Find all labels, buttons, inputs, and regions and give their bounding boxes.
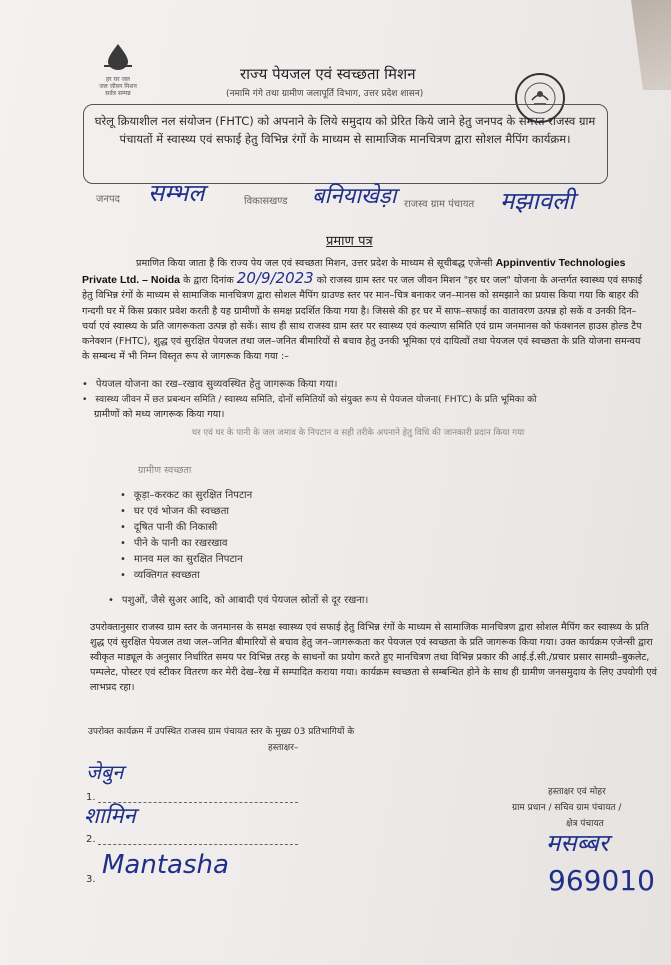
participants-line: उपरोक्त कार्यक्रम में उपस्थित राजस्व ग्राम पंचायत स्तर के मुख्य 03 प्रतिभागियों के	[88, 727, 355, 737]
district-value: सम्भल	[148, 179, 205, 207]
participant-1-signature: जेबुन	[86, 760, 124, 784]
pradhan-phone: 969010	[548, 864, 655, 897]
background-corner	[631, 0, 671, 90]
participant-2-number: 2.	[86, 834, 96, 845]
panchayat-label: राजस्व ग्राम पंचायत	[404, 199, 475, 210]
rural-item-drinking-water: • पीने के पानी का रखरखाव	[120, 535, 228, 549]
rural-item-waste: • कूड़ा–करकट का सुरक्षित निपटान	[120, 487, 252, 501]
rural-item-food: • घर एवं भोजन की स्वच्छता	[120, 503, 229, 517]
pradhan-title: ग्राम प्रधान / सचिव ग्राम पंचायत /	[512, 803, 622, 813]
body-intro: प्रमाणित किया जाता है कि राज्य पेय जल एवं स्वच्छता मिशन, उत्तर प्रदेश के माध्यम से सूचीबद्ध एजेन्सी	[136, 258, 493, 269]
bullet-committee: • स्वास्थ्य जीवन में छत प्रबन्धन समिति / स्वास्थ्य समिति, दोनों समितियों को संयुक्त रूप से पेयजल योजना( FHTC) के प्रति भूमिका को	[82, 392, 537, 405]
participant-1-number: 1.	[86, 792, 96, 803]
logo-caption: हर घर जल जल जीवन मिशन सर्वत्र सम्पन्न	[99, 76, 137, 97]
participant-3-signature: Mantasha	[102, 850, 229, 880]
mission-subtitle: (नमामि गंगे तथा ग्रामीण जलापूर्ति विभाग, उत्तर प्रदेश शासन)	[226, 89, 424, 99]
certificate-body	[82, 256, 646, 364]
participant-2-line	[98, 844, 298, 845]
pradhan-title-cont: क्षेत्र पंचायत	[566, 819, 604, 829]
signature-label: हस्ताक्षर–	[268, 743, 299, 753]
pradhan-signature: मसब्बर	[546, 829, 609, 857]
jal-jeevan-logo	[92, 42, 144, 97]
participant-3-number: 3.	[86, 874, 96, 885]
certificate-title: प्रमाण पत्र	[326, 234, 373, 249]
rural-item-excreta: • मानव मल का सुरक्षित निपटान	[120, 551, 243, 565]
program-date: 20/9/2023	[236, 269, 314, 288]
block-label: विकासखण्ड	[244, 196, 288, 207]
rural-item-wastewater: • दूषित पानी की निकासी	[120, 519, 217, 533]
program-title-text: घरेलू क्रियाशील नल संयोजन (FHTC) को अपनाने के लिये समुदाय को प्रेरित किये जाने हेतु जनपद के समस्त राजस्व ग्राम पंचायतों में स्वास्थ्य एवं सफाई हेतु विभिन्न रंगों के माध्यम से सामाजिक मानचित्रण द्वारा सोशल मैपिंग कार्यक्रम।	[94, 114, 596, 146]
panchayat-value: मझावली	[500, 187, 575, 215]
rural-item-personal-hygiene: • व्यक्तिगत स्वच्छता	[120, 567, 200, 581]
pradhan-seal-label: हस्ताक्षर एवं मोहर	[548, 787, 606, 797]
water-drop-icon	[100, 42, 136, 72]
animals-line: • पशुओं, जैसे सुअर आदि, को आबादी एवं पेयजल स्रोतों से दूर रखना।	[108, 592, 368, 606]
participant-2-signature: शामिन	[84, 804, 136, 829]
bullet-committee-cont: ग्रामीणों को मध्य जागरूक किया गया।	[94, 409, 225, 420]
body-details: को राजस्व ग्राम स्तर पर जल जीवन मिशन "हर घर जल" योजना के अन्तर्गत स्वास्थ्य एवं सफाई हेतु विभिन्न रंगों के माध्यम से सामाजिक मानचित्रण द्वारा सोशल मैपिंग ग्राउण्ड स्तर पर मान–चित्र बनाकर जन–मानस को समझाने का प्रयास किया गया कि बाहर की गन्दगी घर में किस प्रकार प्रवेश करती है यह ग्रामीणों के समक्ष प्रदर्शित किया गया है। जिससे की हर घर में साफ–सफाई का वातावरण उत्पन्न हो सकें व उनकी दिन–चर्या एवं स्वास्थ्य के प्रति जागरूकता उत्पन्न हो सकें। साथ ही साथ राजस्व ग्राम स्तर पर स्वास्थ्य एवं कल्याण समिति एवं ग्राम जनमानस को फंक्शनल हाउस होल्ड टैप कनेक्शन (FHTC), शुद्ध एवं सुरक्षित पेयजल तथा जल–जनित बीमारियों से बचाव हेतु उनकी भूमिका एवं दायित्वों तथा पेयजल एवं स्वच्छता के प्रति योजना समन्वय के सम्बन्ध में भी निम्न विस्तृत रूप से जागरूक किया गया :–	[82, 275, 643, 363]
agency-name: Appinventiv Technologies Private Ltd. – Noida	[82, 257, 626, 287]
bullet-maintenance: • पेयजल योजना का रख–रखाव सुव्यवस्थित हेतु जागरूक किया गया।	[82, 376, 337, 390]
rural-sanitation-heading: ग्रामीण स्वच्छता	[138, 465, 192, 476]
district-label: जनपद	[96, 194, 120, 205]
summary-paragraph: उपरोक्तानुसार राजस्व ग्राम स्तर के जनमानस के समक्ष स्वास्थ्य एवं सफाई हेतु विभिन्न रंगों के माध्यम से सामाजिक मानचित्रण द्वारा सोशल मैपिंग कर स्वास्थ्य के प्रति शुद्ध एवं सुरक्षित पेयजल तथा जल–जनित बीमारियों से बचाव हेतु जन–जागरूकता कर पेयजल एवं स्वच्छता के प्रति जागरूक किया गया। उक्त कार्यक्रम एजेन्सी द्वारा स्वीकृत माड्यूल के अनुसार निर्धारित समय पर विभिन्न तरह के साधनों का प्रयोग करते हुए मानचित्रण तथा विभिन्न प्रकार की आई.ई.सी./प्रचार प्रसार सामग्री–बुकलेट, पम्पलेट, पोस्टर एवं स्टीकर वितरण कर मेरी देख–रेख में सम्पादित कराया गया। कार्यक्रम स्वच्छता से सम्बन्धित होने के साथ ही ग्रामीण जनसमुदाय के लिए उपयोगी एवं लाभप्रद रहा।	[90, 622, 657, 693]
block-value: बनियाखेड़ा	[312, 184, 397, 209]
mission-title: राज्य पेयजल एवं स्वच्छता मिशन	[240, 65, 416, 83]
date-label: के द्वारा दिनांक	[183, 275, 234, 287]
bullet-drainage: घर एवं घर के पानी के जल जमाव के निपटान व सही तरीके अपनाने हेतु विधि की जानकारी प्रदान किया गया	[192, 428, 525, 438]
